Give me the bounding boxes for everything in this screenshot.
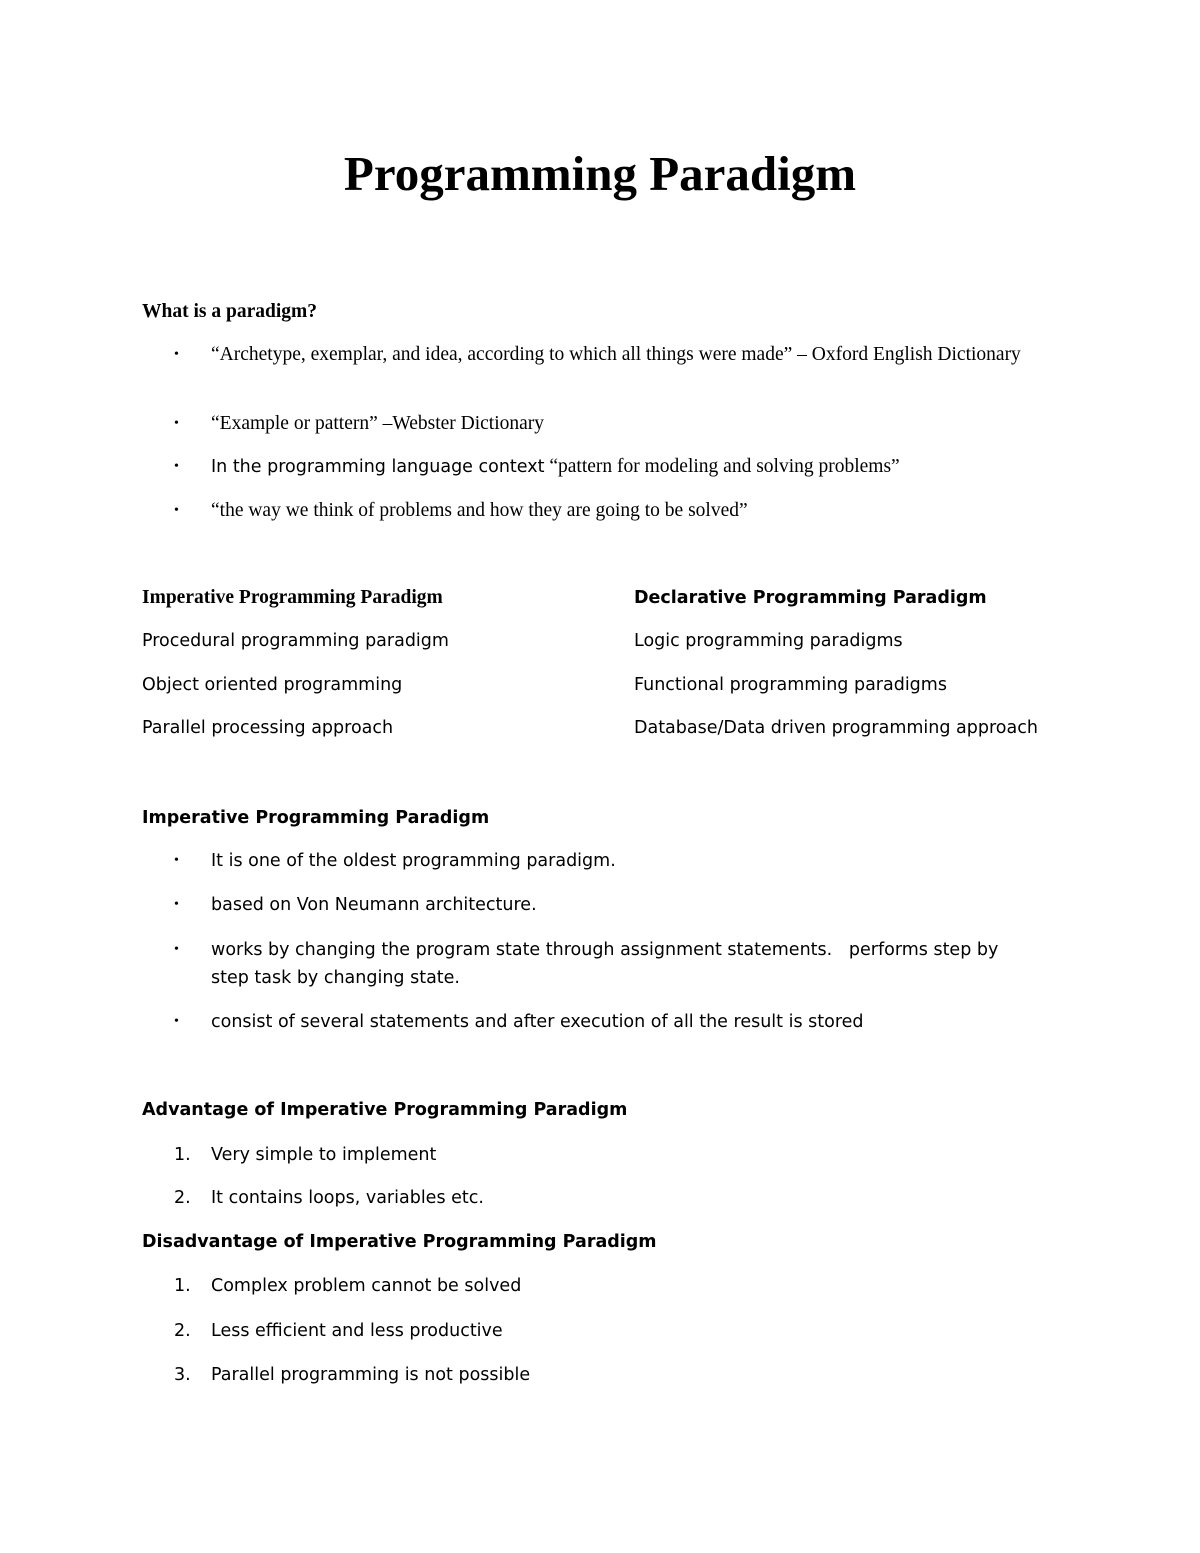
imperative-column-heading: Imperative Programming Paradigm — [142, 587, 443, 608]
declarative-column-heading: Declarative Programming Paradigm — [634, 588, 987, 608]
declarative-item: Functional programming paradigms — [634, 675, 947, 695]
item-number: 2. — [174, 1321, 191, 1341]
disadvantages-heading: Disadvantage of Imperative Programming Paradigm — [142, 1232, 657, 1252]
list-item — [142, 410, 1042, 438]
paradigm-heading: What is a paradigm? — [142, 301, 317, 322]
item-number: 1. — [174, 1276, 191, 1296]
item-number: 2. — [174, 1188, 191, 1208]
list-item — [142, 891, 1042, 919]
list-item-text-serif: “pattern for modeling and solving problems” — [544, 456, 900, 477]
list-item-text: It is one of the oldest programming paradigm. — [211, 851, 616, 871]
list-item-text: “Example or pattern” –Webster Dictionary — [211, 413, 545, 434]
numbered-item — [142, 1272, 1042, 1300]
bullet-icon: • — [174, 416, 179, 431]
page-title: Programming Paradigm — [343, 146, 857, 201]
bullet-icon: • — [174, 347, 179, 362]
imperative-item: Procedural programming paradigm — [142, 631, 449, 651]
list-item-text: “Archetype, exemplar, and idea, according to which all things were made” – Oxford English Dictionary — [211, 344, 1021, 365]
bullet-icon: • — [174, 503, 179, 518]
imperative-section-heading: Imperative Programming Paradigm — [142, 808, 490, 828]
bullet-icon: • — [174, 942, 179, 957]
bullet-icon: • — [174, 1014, 179, 1029]
bullet-icon: • — [174, 459, 179, 474]
list-item — [142, 1008, 1042, 1036]
numbered-item — [142, 1317, 1042, 1345]
list-item — [142, 497, 1042, 525]
list-item-text: consist of several statements and after execution of all the result is stored — [211, 1012, 864, 1032]
list-item — [142, 341, 1042, 369]
list-item-text: “the way we think of problems and how they are going to be solved” — [211, 500, 748, 521]
declarative-item: Logic programming paradigms — [634, 631, 903, 651]
list-item — [142, 936, 1042, 992]
item-text: Very simple to implement — [211, 1145, 437, 1165]
item-text: Less efficient and less productive — [211, 1321, 503, 1341]
item-number: 1. — [174, 1145, 191, 1165]
list-item-text: based on Von Neumann architecture. — [211, 895, 537, 915]
list-item-text-sans: In the programming language context — [211, 457, 545, 477]
item-text: It contains loops, variables etc. — [211, 1188, 484, 1208]
list-item — [142, 847, 1042, 875]
imperative-item: Object oriented programming — [142, 675, 403, 695]
item-text: Complex problem cannot be solved — [211, 1276, 522, 1296]
item-text: Parallel programming is not possible — [211, 1365, 531, 1385]
bullet-icon: • — [174, 853, 179, 868]
item-number: 3. — [174, 1365, 191, 1385]
advantages-heading: Advantage of Imperative Programming Paradigm — [142, 1100, 628, 1120]
list-item-text: works by changing the program state through assignment statements. performs step by step task by changing state. — [211, 940, 1004, 988]
numbered-item — [142, 1361, 1042, 1389]
declarative-item: Database/Data driven programming approach — [634, 718, 1038, 738]
imperative-item: Parallel processing approach — [142, 718, 394, 738]
list-item — [142, 453, 1042, 482]
bullet-icon: • — [174, 897, 179, 912]
numbered-item — [142, 1184, 1042, 1212]
numbered-item — [142, 1141, 1042, 1169]
